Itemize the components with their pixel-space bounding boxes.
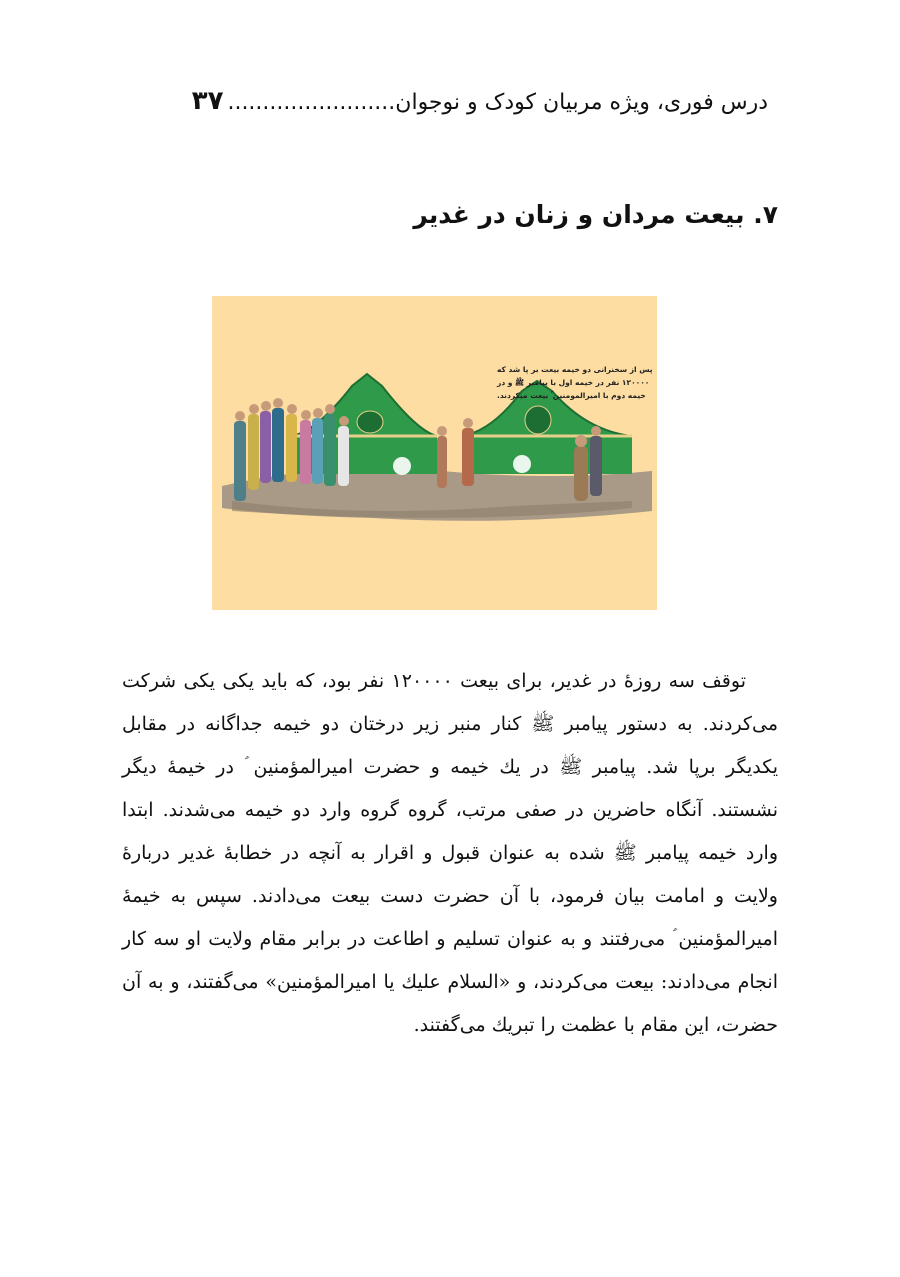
tents-illustration <box>212 296 657 610</box>
body-text <box>122 660 778 1047</box>
running-header <box>120 86 768 122</box>
running-title: درس فوری، ویژه مربیان کودک و نوجوان <box>395 90 768 115</box>
caption-line-2: ۱۲۰۰۰۰ نفر در خیمه اول با پیامبر ﷺ و در <box>497 378 650 387</box>
paragraph: توقف سه روزهٔ در غدیر، برای بیعت ۱۲۰۰۰۰ نفر بود، که باید یکی یکی شرکت می‌کردند. به دستور پیامبر ﷺ کنار منبر زیر درختان دو خیمه جداگانه در مقابل یکدیگر برپا شد. پیامبر ﷺ در یك خیمه و حضرت امیرالمؤمنین ؑ در خیمهٔ دیگر نشستند. آنگاه حاضرین در صفی مرتب، گروه گروه وارد دو خیمه می‌شدند. ابتدا وارد خیمه پیامبر ﷺ شده به عنوان قبول و اقرار به آنچه در خطابهٔ غدیر دربارهٔ ولایت و امامت بیان فرمود، با آن حضرت دست بیعت می‌دادند. سپس به خیمهٔ امیرالمؤمنین ؑ می‌رفتند و به عنوان تسلیم و اطاعت در برابر مقام ولایت او سه کار انجام می‌دادند: بیعت می‌کردند، و «السلام علیك یا امیرالمؤمنین» می‌گفتند، و به آن حضرت، این مقام با عظمت را تبریك می‌گفتند. <box>122 670 778 1036</box>
caption-line-3: خیمه دوم با امیرالمومنین ؑ بیعت میکردند. <box>497 391 646 400</box>
section-title: ۷. بیعت مردان و زنان در غدیر <box>413 200 778 229</box>
caption-line-1: پس از سخنرانی دو خیمه بیعت بر پا شد که <box>497 365 653 374</box>
illustration <box>212 296 657 610</box>
leader-dots: ........................ <box>227 90 396 115</box>
page-number: ۳۷ <box>191 86 224 116</box>
